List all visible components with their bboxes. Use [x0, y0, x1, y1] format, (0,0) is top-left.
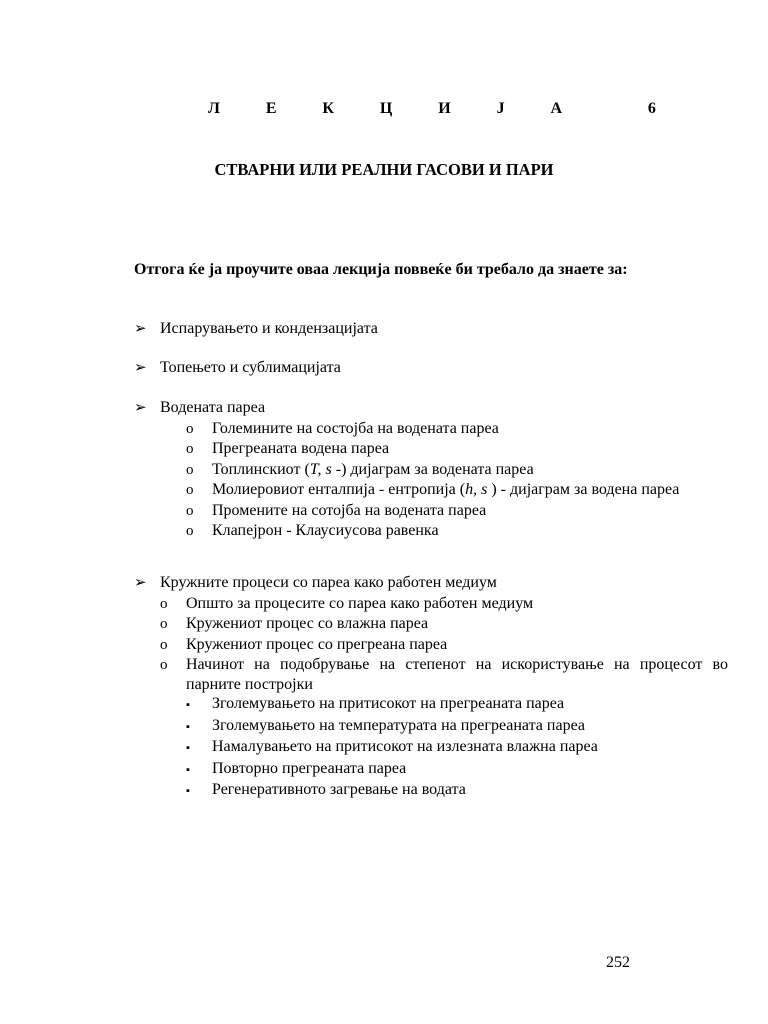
page-number: 252 — [606, 954, 630, 971]
circle-bullet-icon: o — [160, 636, 168, 653]
circle-bullet-icon: o — [160, 657, 168, 673]
list-item: Топењето и сублимацијата — [160, 359, 341, 376]
arrow-bullet-icon: ➢ — [134, 360, 147, 376]
list-item: Начинот на подобрување на степенот на искористување на процесот во парните постројки — [186, 656, 728, 693]
arrow-bullet-icon: ➢ — [134, 321, 147, 337]
circle-bullet-icon: o — [160, 595, 168, 612]
lesson-letter: Л — [208, 100, 220, 117]
list-item: Намалувањето на притисокот на излезната влажна пареа — [212, 738, 598, 755]
list-item: Топлинскиот (T, s -) дијаграм за водената пареа — [212, 460, 534, 478]
lesson-heading — [208, 100, 656, 118]
list-item: Промените на сотојба на водената пареа — [212, 501, 487, 519]
circle-bullet-icon: o — [186, 502, 194, 519]
square-bullet-icon: ▪ — [186, 763, 190, 776]
circle-bullet-icon: o — [186, 461, 194, 478]
intro-text: Отгога ќе ја проучите оваа лекција поввеќе би требало да знаете за: — [134, 261, 628, 278]
arrow-bullet-icon: ➢ — [134, 400, 147, 416]
lesson-letter: Ј — [496, 100, 505, 117]
section-cycles — [134, 573, 734, 802]
list-item: Испарувањето и кондензацијата — [160, 320, 378, 337]
lesson-letter: А — [550, 100, 563, 117]
list-item: Водената пареа — [160, 399, 266, 416]
circle-bullet-icon: o — [186, 420, 194, 437]
square-bullet-icon: ▪ — [186, 699, 190, 711]
circle-bullet-icon: o — [186, 441, 194, 457]
list-item: Кружениот процес со влажна пареа — [186, 615, 429, 632]
circle-bullet-icon: o — [160, 616, 168, 632]
list-item: Зголемувањето на температурата на прегреаната пареа — [212, 716, 585, 734]
list-item: Големините на состојба на водената пареа — [212, 419, 499, 437]
lesson-number: 6 — [647, 100, 656, 117]
lesson-letter: И — [438, 100, 451, 117]
square-bullet-icon: ▪ — [186, 785, 190, 797]
list-item: Кружениот процес со прегреана пареа — [186, 635, 448, 653]
list-item: Повторно прегреаната пареа — [212, 759, 407, 777]
lesson-letter: К — [322, 100, 334, 117]
square-bullet-icon: ▪ — [186, 742, 190, 754]
section-steam — [134, 398, 734, 542]
lesson-letter: Ц — [379, 100, 393, 117]
circle-bullet-icon: o — [186, 482, 194, 498]
arrow-bullet-icon: ➢ — [134, 575, 147, 591]
lesson-letter: Е — [265, 100, 277, 117]
section-melting — [134, 358, 734, 379]
circle-bullet-icon: o — [186, 523, 194, 539]
list-item: Зголемувањето на притисокот на прегреаната пареа — [212, 695, 565, 712]
list-item: Прегреаната водена пареа — [212, 440, 390, 457]
page-title: СТВАРНИ ИЛИ РЕАЛНИ ГАСОВИ И ПАРИ — [214, 160, 554, 179]
square-bullet-icon: ▪ — [186, 720, 190, 733]
list-item: Молиеровиот енталпија - ентропија (h, s ) - дијаграм за водена пареа — [212, 481, 680, 498]
list-item: Клапејрон - Клаусиусова равенка — [212, 522, 439, 539]
list-item: Кружните процеси со пареа како работен медиум — [160, 574, 497, 591]
section-evaporation — [134, 319, 734, 340]
list-item: Општо за процесите со пареа како работен медиум — [186, 594, 534, 612]
list-item: Регенеративното загревање на водата — [212, 781, 466, 798]
